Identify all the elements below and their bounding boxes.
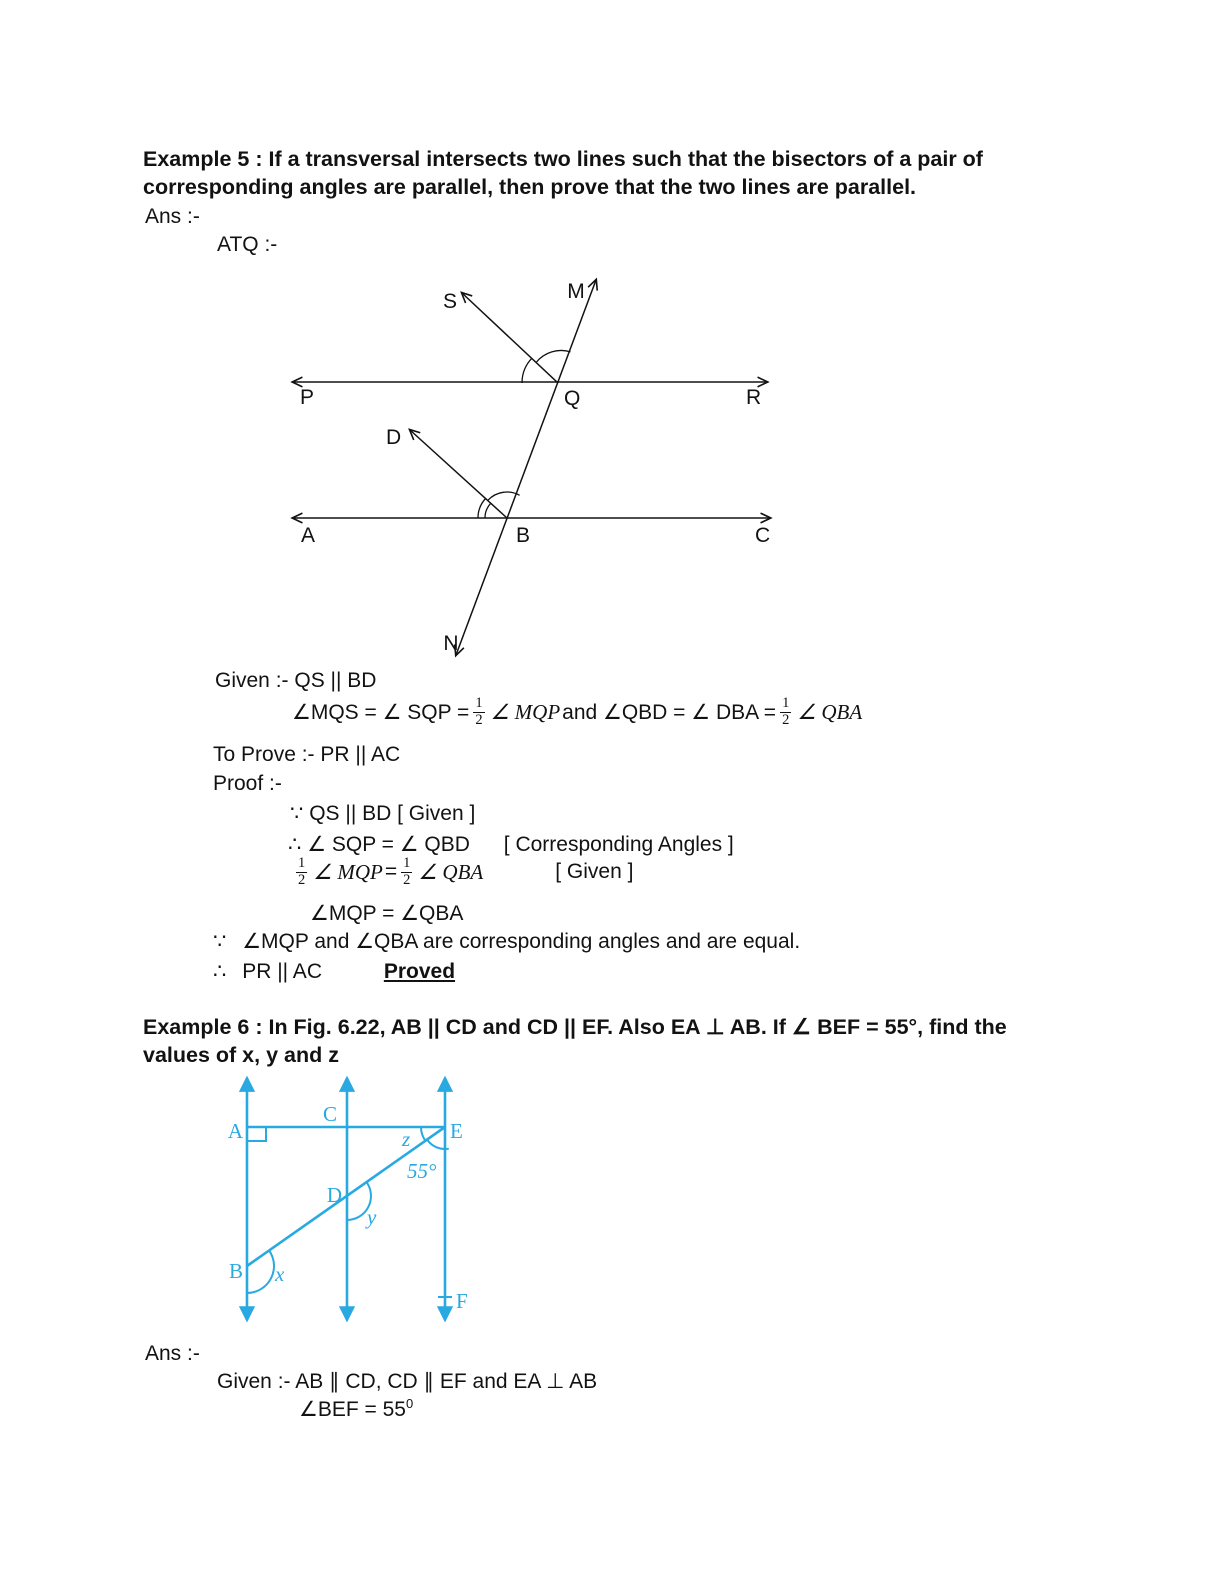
- label-B: B: [228, 1259, 243, 1283]
- proof-step-6: [213, 958, 455, 986]
- given-formula: [292, 693, 864, 731]
- label-angle-z: z: [402, 1127, 411, 1151]
- label-C: C: [322, 1102, 338, 1126]
- proof-step-2-text: ∴ ∠ SQP = ∠ QBD: [288, 833, 470, 856]
- example5-atq-label: ATQ :-: [217, 233, 278, 256]
- label-N: N: [443, 632, 459, 655]
- fraction-half-2: $\frac{1}{2}$: [782, 695, 790, 728]
- label-M: M: [567, 280, 585, 303]
- formula-angle-MQP: ∠ MQP: [490, 699, 561, 724]
- label-F: F: [456, 1289, 468, 1313]
- proof-step-3-note: [ Given ]: [555, 860, 634, 883]
- label-B: B: [516, 524, 531, 547]
- ray-QS: [462, 293, 558, 383]
- label-D: D: [386, 426, 402, 449]
- example6-given: Given :- AB ∥ CD, CD ∥ EF and EA ⊥ AB: [217, 1370, 598, 1393]
- diagram-transversal-bisectors: [270, 258, 790, 668]
- bef-value: ∠BEF = 55: [299, 1398, 406, 1421]
- label-A: A: [301, 524, 316, 547]
- arc-angle-SQP: [522, 358, 532, 383]
- step3-angle-QBA: ∠ QBA: [418, 859, 484, 884]
- label-D: D: [326, 1183, 342, 1207]
- step3-equals: =: [384, 860, 398, 883]
- to-prove-statement: To Prove :- PR || AC: [213, 743, 401, 766]
- proof-label: Proof :-: [213, 772, 282, 795]
- bef-superscript: 0: [405, 1396, 414, 1411]
- arc-angle-DBA-inner: [485, 503, 491, 518]
- given-statement: Given :- QS || BD: [215, 669, 377, 692]
- label-angle-y: y: [367, 1205, 377, 1229]
- label-P: P: [300, 386, 315, 409]
- fraction-half-3: $\frac{1}{2}$: [298, 855, 306, 888]
- label-A: A: [227, 1119, 243, 1143]
- ray-BD: [410, 430, 507, 518]
- proof-step-5-text: ∠MQP and ∠QBA are corresponding angles and are equal.: [242, 930, 801, 953]
- label-S: S: [442, 290, 458, 313]
- example6-heading-line1: Example 6 : In Fig. 6.22, AB || CD and CD || EF. Also EA ⊥ AB. If ∠ BEF = 55°, find the: [143, 1015, 1007, 1039]
- proof-step-6-text: PR || AC: [242, 960, 322, 983]
- formula-part1: ∠MQS = ∠ SQP =: [292, 700, 470, 724]
- because-mark: ∵: [213, 930, 227, 953]
- formula-part2: and ∠QBD = ∠ DBA =: [562, 700, 777, 724]
- example6-ans-label: Ans :-: [145, 1342, 200, 1365]
- diagram-fig-6-22: [180, 1060, 500, 1335]
- example6-heading-line2: values of x, y and z: [143, 1043, 339, 1067]
- example5-heading-line2: corresponding angles are parallel, then prove that the two lines are parallel.: [143, 175, 917, 199]
- label-R: R: [746, 386, 762, 409]
- label-angle-x: x: [275, 1262, 285, 1286]
- fraction-half-4: $\frac{1}{2}$: [403, 855, 411, 888]
- therefore-mark: ∴: [213, 960, 227, 983]
- proof-step-1: ∵ QS || BD [ Given ]: [290, 802, 476, 825]
- example5-heading-line1: Example 5 : If a transversal intersects two lines such that the bisectors of a pair of: [143, 147, 983, 171]
- formula-angle-QBA: ∠ QBA: [797, 699, 863, 724]
- proof-step-5: [213, 928, 800, 956]
- label-Q: Q: [564, 387, 581, 410]
- example6-bef: [299, 1396, 413, 1424]
- step3-angle-MQP: ∠ MQP: [313, 859, 383, 884]
- fraction-half-1: $\frac{1}{2}$: [475, 695, 483, 728]
- arc-angle-z: [421, 1127, 425, 1141]
- proof-step-4: ∠MQP = ∠QBA: [310, 902, 464, 925]
- label-E: E: [450, 1119, 463, 1143]
- example5-ans-label: Ans :-: [145, 205, 200, 228]
- proof-step-3: [292, 853, 633, 891]
- label-C: C: [755, 524, 771, 547]
- proved-label: Proved: [383, 960, 456, 983]
- right-angle-mark-A: [248, 1128, 266, 1141]
- proof-step-2-note: [ Corresponding Angles ]: [503, 833, 734, 856]
- transversal-MN: [456, 280, 596, 655]
- label-angle-55: 55°: [407, 1159, 437, 1183]
